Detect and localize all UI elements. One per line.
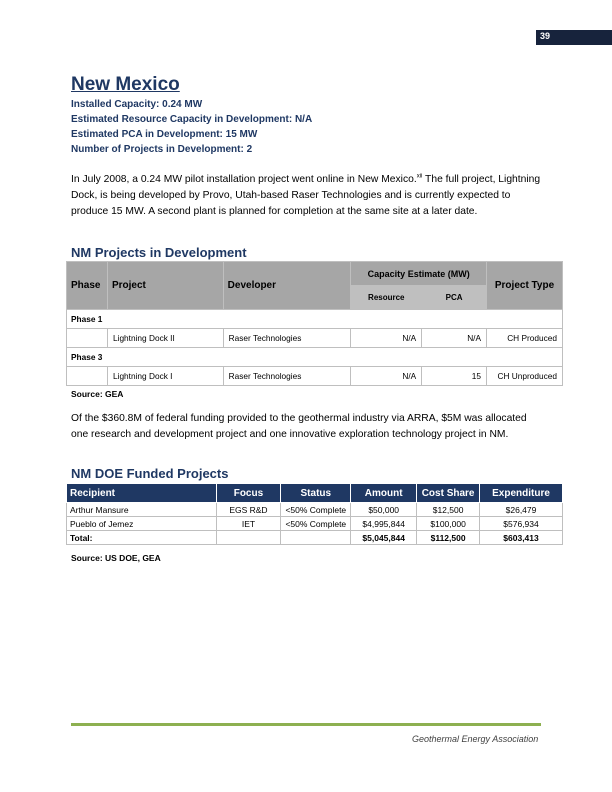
projects-table	[66, 261, 563, 386]
cell-expenditure: $576,934	[480, 517, 563, 531]
stat-project-count: Number of Projects in Development: 2	[71, 144, 253, 155]
col-amount: Amount	[351, 484, 417, 503]
doe-table-header	[67, 484, 563, 503]
cell-recipient: Arthur Mansure	[67, 503, 217, 517]
col-project: Project	[107, 262, 223, 310]
phase-row	[67, 348, 563, 367]
col-pca: PCA	[422, 286, 487, 310]
cell-type: CH Unproduced	[487, 367, 563, 386]
doe-table	[66, 483, 563, 545]
intro-text-before: In July 2008, a 0.24 MW pilot installation project went online in New Mexico.	[71, 174, 417, 185]
cell-amount: $50,000	[351, 503, 417, 517]
footer-divider	[71, 723, 541, 726]
cell-status: <50% Complete	[281, 503, 351, 517]
cell-cost-share: $12,500	[417, 503, 480, 517]
cell-developer: Raser Technologies	[223, 329, 351, 348]
cell-recipient: Pueblo of Jemez	[67, 517, 217, 531]
page-number: 39	[540, 31, 551, 41]
col-focus: Focus	[216, 484, 281, 503]
col-cost-share: Cost Share	[417, 484, 480, 503]
stat-installed-capacity: Installed Capacity: 0.24 MW	[71, 99, 203, 110]
doe-heading: NM DOE Funded Projects	[71, 466, 229, 481]
state-stats	[71, 97, 551, 157]
intro-text-after: The full project, Lightning Dock, is being developed by Provo, Utah-based Raser Technologies and is currently expected to produce 15 MW. A second plant is planned for completion at the same site at a later date.	[71, 174, 541, 217]
total-expenditure: $603,413	[480, 531, 563, 545]
footer-organization: Geothermal Energy Association	[412, 734, 539, 744]
table-row	[67, 329, 563, 348]
cell-focus: EGS R&D	[216, 503, 281, 517]
cell-project: Lightning Dock I	[107, 367, 223, 386]
cell-focus: IET	[216, 517, 281, 531]
table-row	[67, 367, 563, 386]
cell-project: Lightning Dock II	[107, 329, 223, 348]
col-recipient: Recipient	[67, 484, 217, 503]
phase-label: Phase 3	[67, 348, 563, 367]
cell-resource: N/A	[351, 329, 422, 348]
footnote-marker: xii	[416, 173, 423, 180]
cell-amount: $4,995,844	[351, 517, 417, 531]
col-project-type: Project Type	[487, 262, 563, 310]
projects-heading: NM Projects in Development	[71, 245, 247, 260]
table-row	[67, 503, 563, 517]
col-capacity: Capacity Estimate (MW)	[351, 262, 487, 286]
cell-expenditure: $26,479	[480, 503, 563, 517]
table-row	[67, 517, 563, 531]
total-amount: $5,045,844	[351, 531, 417, 545]
doe-source: Source: US DOE, GEA	[71, 553, 161, 563]
intro-paragraph	[71, 172, 546, 220]
total-row	[67, 531, 563, 545]
cell-type: CH Produced	[487, 329, 563, 348]
stat-resource-capacity: Estimated Resource Capacity in Development: N/A	[71, 114, 313, 125]
cell-cost-share: $100,000	[417, 517, 480, 531]
projects-table-header	[67, 262, 563, 286]
total-cost-share: $112,500	[417, 531, 480, 545]
funding-paragraph: Of the $360.8M of federal funding provided to the geothermal industry via ARRA, $5M was allocated one research and development project and one innovative exploration technology project in NM.	[71, 413, 527, 440]
col-status: Status	[281, 484, 351, 503]
cell-developer: Raser Technologies	[223, 367, 351, 386]
page-title: New Mexico	[71, 74, 180, 95]
cell-status: <50% Complete	[281, 517, 351, 531]
cell-resource: N/A	[351, 367, 422, 386]
phase-row	[67, 310, 563, 329]
total-label: Total:	[67, 531, 217, 545]
col-developer: Developer	[223, 262, 351, 310]
cell-pca: N/A	[422, 329, 487, 348]
cell-pca: 15	[422, 367, 487, 386]
col-expenditure: Expenditure	[480, 484, 563, 503]
col-phase: Phase	[67, 262, 108, 310]
stat-pca: Estimated PCA in Development: 15 MW	[71, 129, 258, 140]
projects-source: Source: GEA	[71, 389, 124, 399]
col-resource: Resource	[351, 286, 422, 310]
phase-label: Phase 1	[67, 310, 563, 329]
